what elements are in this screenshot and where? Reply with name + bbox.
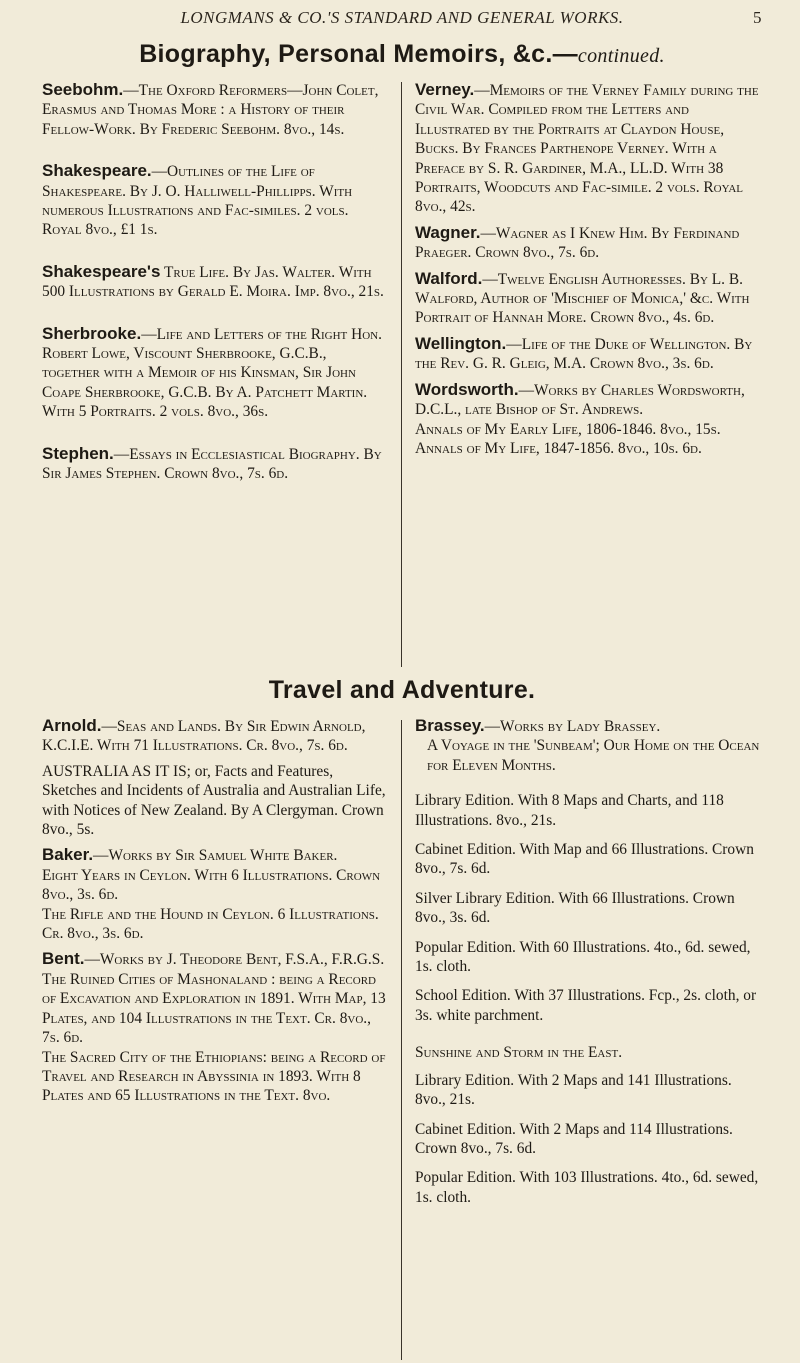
entry-text: —Works by Sir Samuel White Baker.: [93, 847, 338, 865]
travel-right-column: [415, 716, 761, 1223]
page-number: 5: [753, 8, 762, 27]
catalogue-page: [42, 0, 762, 1363]
section-continued: continued.: [577, 45, 665, 67]
travel-left-column: [42, 716, 388, 1122]
entry-text: —Life of the Duke of Wellington. By the Rev. G. R. Gleig, M.A. Crown 8vo., 3s. 6d.: [415, 335, 753, 373]
entry-wellington: [415, 334, 761, 374]
work-title: Sunshine and Storm in the East.: [415, 1044, 623, 1062]
entry-headword: AUSTRALIA AS IT IS;: [42, 762, 191, 780]
running-head: [42, 8, 762, 28]
section-heading-travel: [42, 676, 762, 705]
entry-walford: [415, 269, 761, 328]
entry-arnold: [42, 716, 388, 756]
entry-headword: Wagner.: [415, 222, 481, 242]
work-title: A Voyage in the 'Sunbeam'; Our Home on the Ocean for Eleven Months.: [427, 737, 760, 774]
biography-left-column: [42, 80, 388, 500]
entry-text: —Works by J. Theodore Bent, F.S.A., F.R.G.S.: [84, 951, 385, 969]
biography-right-column: [415, 80, 761, 474]
entry-shakespeare: [42, 161, 388, 240]
entry-headword: Verney.: [415, 80, 475, 99]
entry-australia: [42, 762, 388, 840]
column-divider: [401, 720, 402, 1360]
work-item: Eight Years in Ceylon. With 6 Illustrations. Crown 8vo., 3s. 6d.: [42, 866, 381, 904]
work-item: The Rifle and the Hound in Ceylon. 6 Illustrations. Cr. 8vo., 3s. 6d.: [42, 905, 379, 943]
entry-headword: Stephen.: [42, 443, 114, 463]
entry-headword: Walford.: [415, 268, 483, 288]
edition-item: Cabinet Edition. With 2 Maps and 114 Illustrations. Crown 8vo., 7s. 6d.: [415, 1120, 733, 1157]
edition-item: Silver Library Edition. With 66 Illustrations. Crown 8vo., 3s. 6d.: [415, 889, 735, 927]
entry-headword: Bent.: [42, 949, 85, 969]
work-item: Annals of My Life, 1847-1856. 8vo., 10s. 6d.: [415, 439, 702, 457]
entry-headword: Sherbrooke.: [42, 323, 142, 343]
entry-headword: Baker.: [42, 845, 94, 865]
entry-stephen: [42, 444, 388, 484]
entry-text: —Essays in Ecclesiastical Biography. By Sir James Stephen. Crown 8vo., 7s. 6d.: [42, 445, 382, 483]
entry-text: —Life and Letters of the Right Hon. Robert Lowe, Viscount Sherbrooke, G.C.B., together with a Memoir of his Kinsman, Sir John Coape Sherbrooke, G.C.B. By A. Patchett Martin. With 5 Portraits. 2 vols. 8vo., 36s.: [42, 325, 382, 421]
entry-baker: [42, 845, 388, 943]
edition-item: Cabinet Edition. With Map and 66 Illustrations. Crown 8vo., 7s. 6d.: [415, 841, 754, 878]
entry-headword: Wellington.: [415, 333, 507, 353]
running-head-title: LONGMANS & CO.'S STANDARD AND GENERAL WORKS.: [180, 8, 624, 27]
entry-headword: Arnold.: [42, 716, 102, 735]
edition-item: School Edition. With 37 Illustrations. Fcp., 2s. cloth, or 3s. white parchment.: [415, 987, 757, 1024]
entry-brassey: [415, 716, 761, 1207]
entry-headword: Brassey.: [415, 716, 485, 735]
entry-text: —Twelve English Authoresses. By L. B. Walford, Author of 'Mischief of Monica,' &c. With Portrait of Hannah More. Crown 8vo., 4s. 6d.: [415, 270, 750, 327]
entry-seebohm: [42, 80, 388, 139]
entry-text: —Seas and Lands. By Sir Edwin Arnold, K.C.I.E. With 71 Illustrations. Cr. 8vo., 7s. 6d.: [42, 718, 366, 755]
edition-item: Popular Edition. With 60 Illustrations. 4to., 6d. sewed, 1s. cloth.: [415, 938, 751, 976]
entry-headword: Wordsworth.: [415, 379, 519, 399]
entry-bent: [42, 949, 388, 1105]
entry-text: —The Oxford Reformers—John Colet, Erasmus and Thomas More : a History of their Fellow-Work. By Frederic Seebohm. 8vo., 14s.: [42, 82, 379, 138]
entry-headword: Shakespeare.: [42, 161, 152, 181]
entry-text: —Memoirs of the Verney Family during the Civil War. Compiled from the Letters and Illustrated by the Portraits at Claydon House, Bucks. By Frances Parthenope Verney. With a Preface by S. R. Gardiner, M.A., LL.D. With 38 Portraits, Woodcuts and Fac-simile. 2 vols. Royal 8vo., 42s.: [415, 82, 759, 216]
entry-text: True Life. By Jas. Walter. With 500 Illustrations by Gerald E. Moira. Imp. 8vo., 21s.: [42, 263, 384, 301]
entry-shakespeare-true-life: [42, 262, 388, 302]
work-item: The Sacred City of the Ethiopians: being a Record of Travel and Research in Abyssinia in 1893. With 8 Plates and 65 Illustrations in the Text. 8vo.: [42, 1048, 386, 1105]
entry-verney: [415, 80, 761, 217]
section-heading-biography: [42, 40, 762, 69]
entry-wordsworth: [415, 380, 761, 459]
entry-text: or, Facts and Features, Sketches and Incidents of Australia and Australian Life, with Notices of New Zealand. By A Clergyman. Crown 8vo., 5s.: [42, 762, 386, 839]
entry-text: —Works by Charles Wordsworth, D.C.L., late Bishop of St. Andrews.: [415, 381, 745, 419]
entry-headword: Shakespeare's: [42, 261, 161, 281]
work-item: Annals of My Early Life, 1806-1846. 8vo., 15s.: [415, 420, 721, 438]
entry-text: —Wagner as I Knew Him. By Ferdinand Praeger. Crown 8vo., 7s. 6d.: [415, 224, 740, 262]
entry-text: —Works by Lady Brassey.: [484, 718, 661, 735]
work-item: The Ruined Cities of Mashonaland : being a Record of Excavation and Exploration in 1891. With Map, 13 Plates, and 104 Illustrations in the Text. Cr. 8vo., 7s. 6d.: [42, 970, 386, 1047]
edition-item: Library Edition. With 8 Maps and Charts, and 118 Illustrations. 8vo., 21s.: [415, 792, 724, 829]
edition-item: Popular Edition. With 103 Illustrations. 4to., 6d. sewed, 1s. cloth.: [415, 1169, 759, 1206]
column-divider: [401, 82, 402, 667]
entry-wagner: [415, 223, 761, 263]
entry-sherbrooke: [42, 324, 388, 422]
edition-item: Library Edition. With 2 Maps and 141 Illustrations. 8vo., 21s.: [415, 1071, 732, 1109]
entry-text: —Outlines of the Life of Shakespeare. By J. O. Halliwell-Phillipps. With numerous Illustrations and Fac-similes. 2 vols. Royal 8vo., £1 1s.: [42, 163, 353, 239]
entry-headword: Seebohm.: [42, 80, 124, 99]
section-title: Travel and Adventure.: [268, 676, 536, 704]
section-title: Biography, Personal Memoirs, &c.—: [139, 40, 578, 68]
